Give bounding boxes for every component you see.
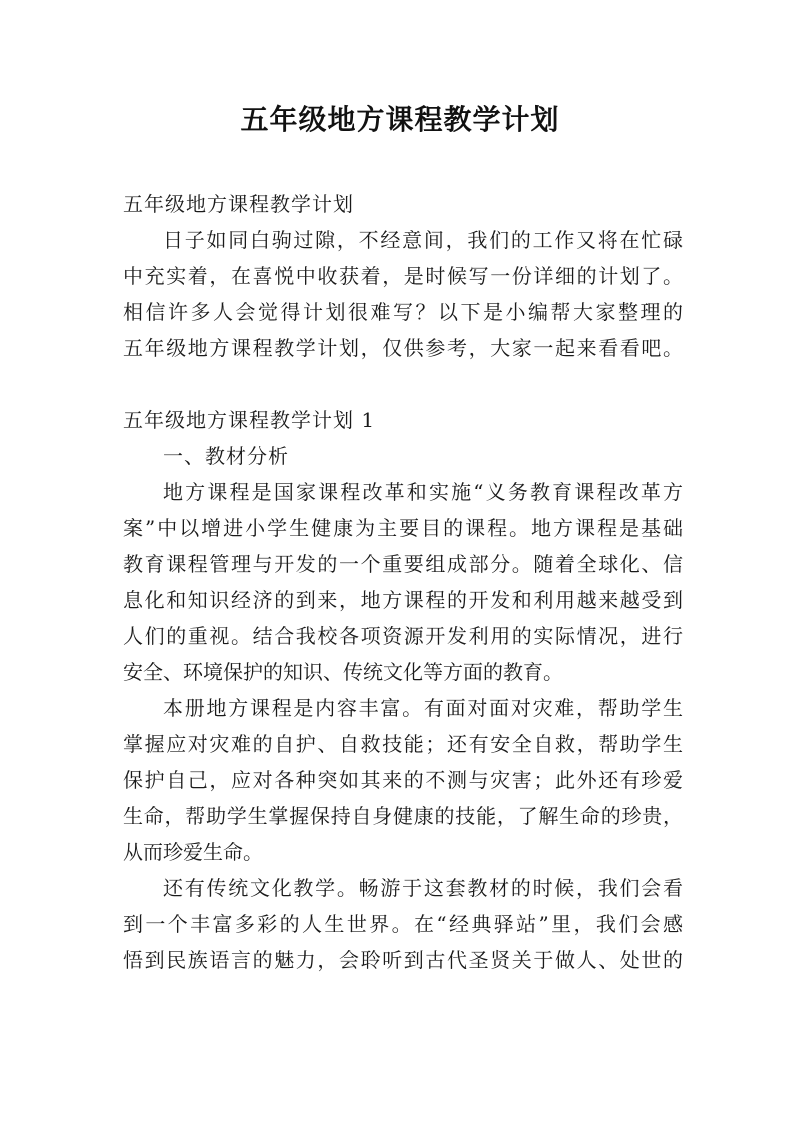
paragraph	[123, 690, 683, 870]
paragraph-line: 还有传统文化教学。畅游于这套教材的时候，我们会看	[163, 876, 683, 900]
intro-paragraph	[123, 222, 683, 366]
paragraph-line: 日子如同白驹过隙，不经意间，我们的工作又将在忙碌	[163, 228, 683, 252]
paragraph-line: 安全、环境保护的知识、传统文化等方面的教育。	[123, 660, 563, 684]
paragraph	[123, 474, 683, 690]
paragraph-line: 保护自己，应对各种突如其来的不测与灾害；此外还有珍爱	[123, 768, 683, 792]
paragraph-line: 五年级地方课程教学计划，仅供参考，大家一起来看看吧。	[123, 336, 683, 360]
paragraph-line: 本册地方课程是内容丰富。有面对面对灾难，帮助学生	[163, 696, 683, 720]
document-title: 五年级地方课程教学计划	[240, 103, 560, 136]
paragraph-line: 中充实着，在喜悦中收获着，是时候写一份详细的计划了。	[123, 264, 683, 288]
section-subheading: 一、教材分析	[163, 444, 289, 468]
paragraph-line: 到一个丰富多彩的人生世界。在“经典驿站”里，我们会感	[123, 912, 683, 936]
paragraph-line: 息化和知识经济的到来，地方课程的开发和利用越来越受到	[123, 588, 683, 612]
paragraph-line: 掌握应对灾难的自护、自救技能；还有安全自救，帮助学生	[123, 732, 683, 756]
paragraph-line: 人们的重视。结合我校各项资源开发利用的实际情况，进行	[123, 624, 683, 648]
paragraph-line: 案”中以增进小学生健康为主要目的课程。地方课程是基础	[123, 516, 683, 540]
paragraph	[123, 870, 683, 978]
paragraph-line: 生命，帮助学生掌握保持自身健康的技能，了解生命的珍贵，	[123, 804, 683, 828]
document-subtitle: 五年级地方课程教学计划	[123, 192, 354, 216]
paragraph-line: 教育课程管理与开发的一个重要组成部分。随着全球化、信	[123, 552, 683, 576]
paragraph-line: 地方课程是国家课程改革和实施“义务教育课程改革方	[163, 480, 683, 504]
paragraph-line: 相信许多人会觉得计划很难写？以下是小编帮大家整理的	[123, 300, 683, 324]
paragraph-line: 从而珍爱生命。	[123, 840, 263, 864]
section-heading: 五年级地方课程教学计划 1	[123, 408, 376, 432]
spacer	[123, 366, 683, 402]
document-body	[123, 186, 683, 978]
paragraph-line: 悟到民族语言的魅力，会聆听到古代圣贤关于做人、处世的	[123, 948, 683, 972]
